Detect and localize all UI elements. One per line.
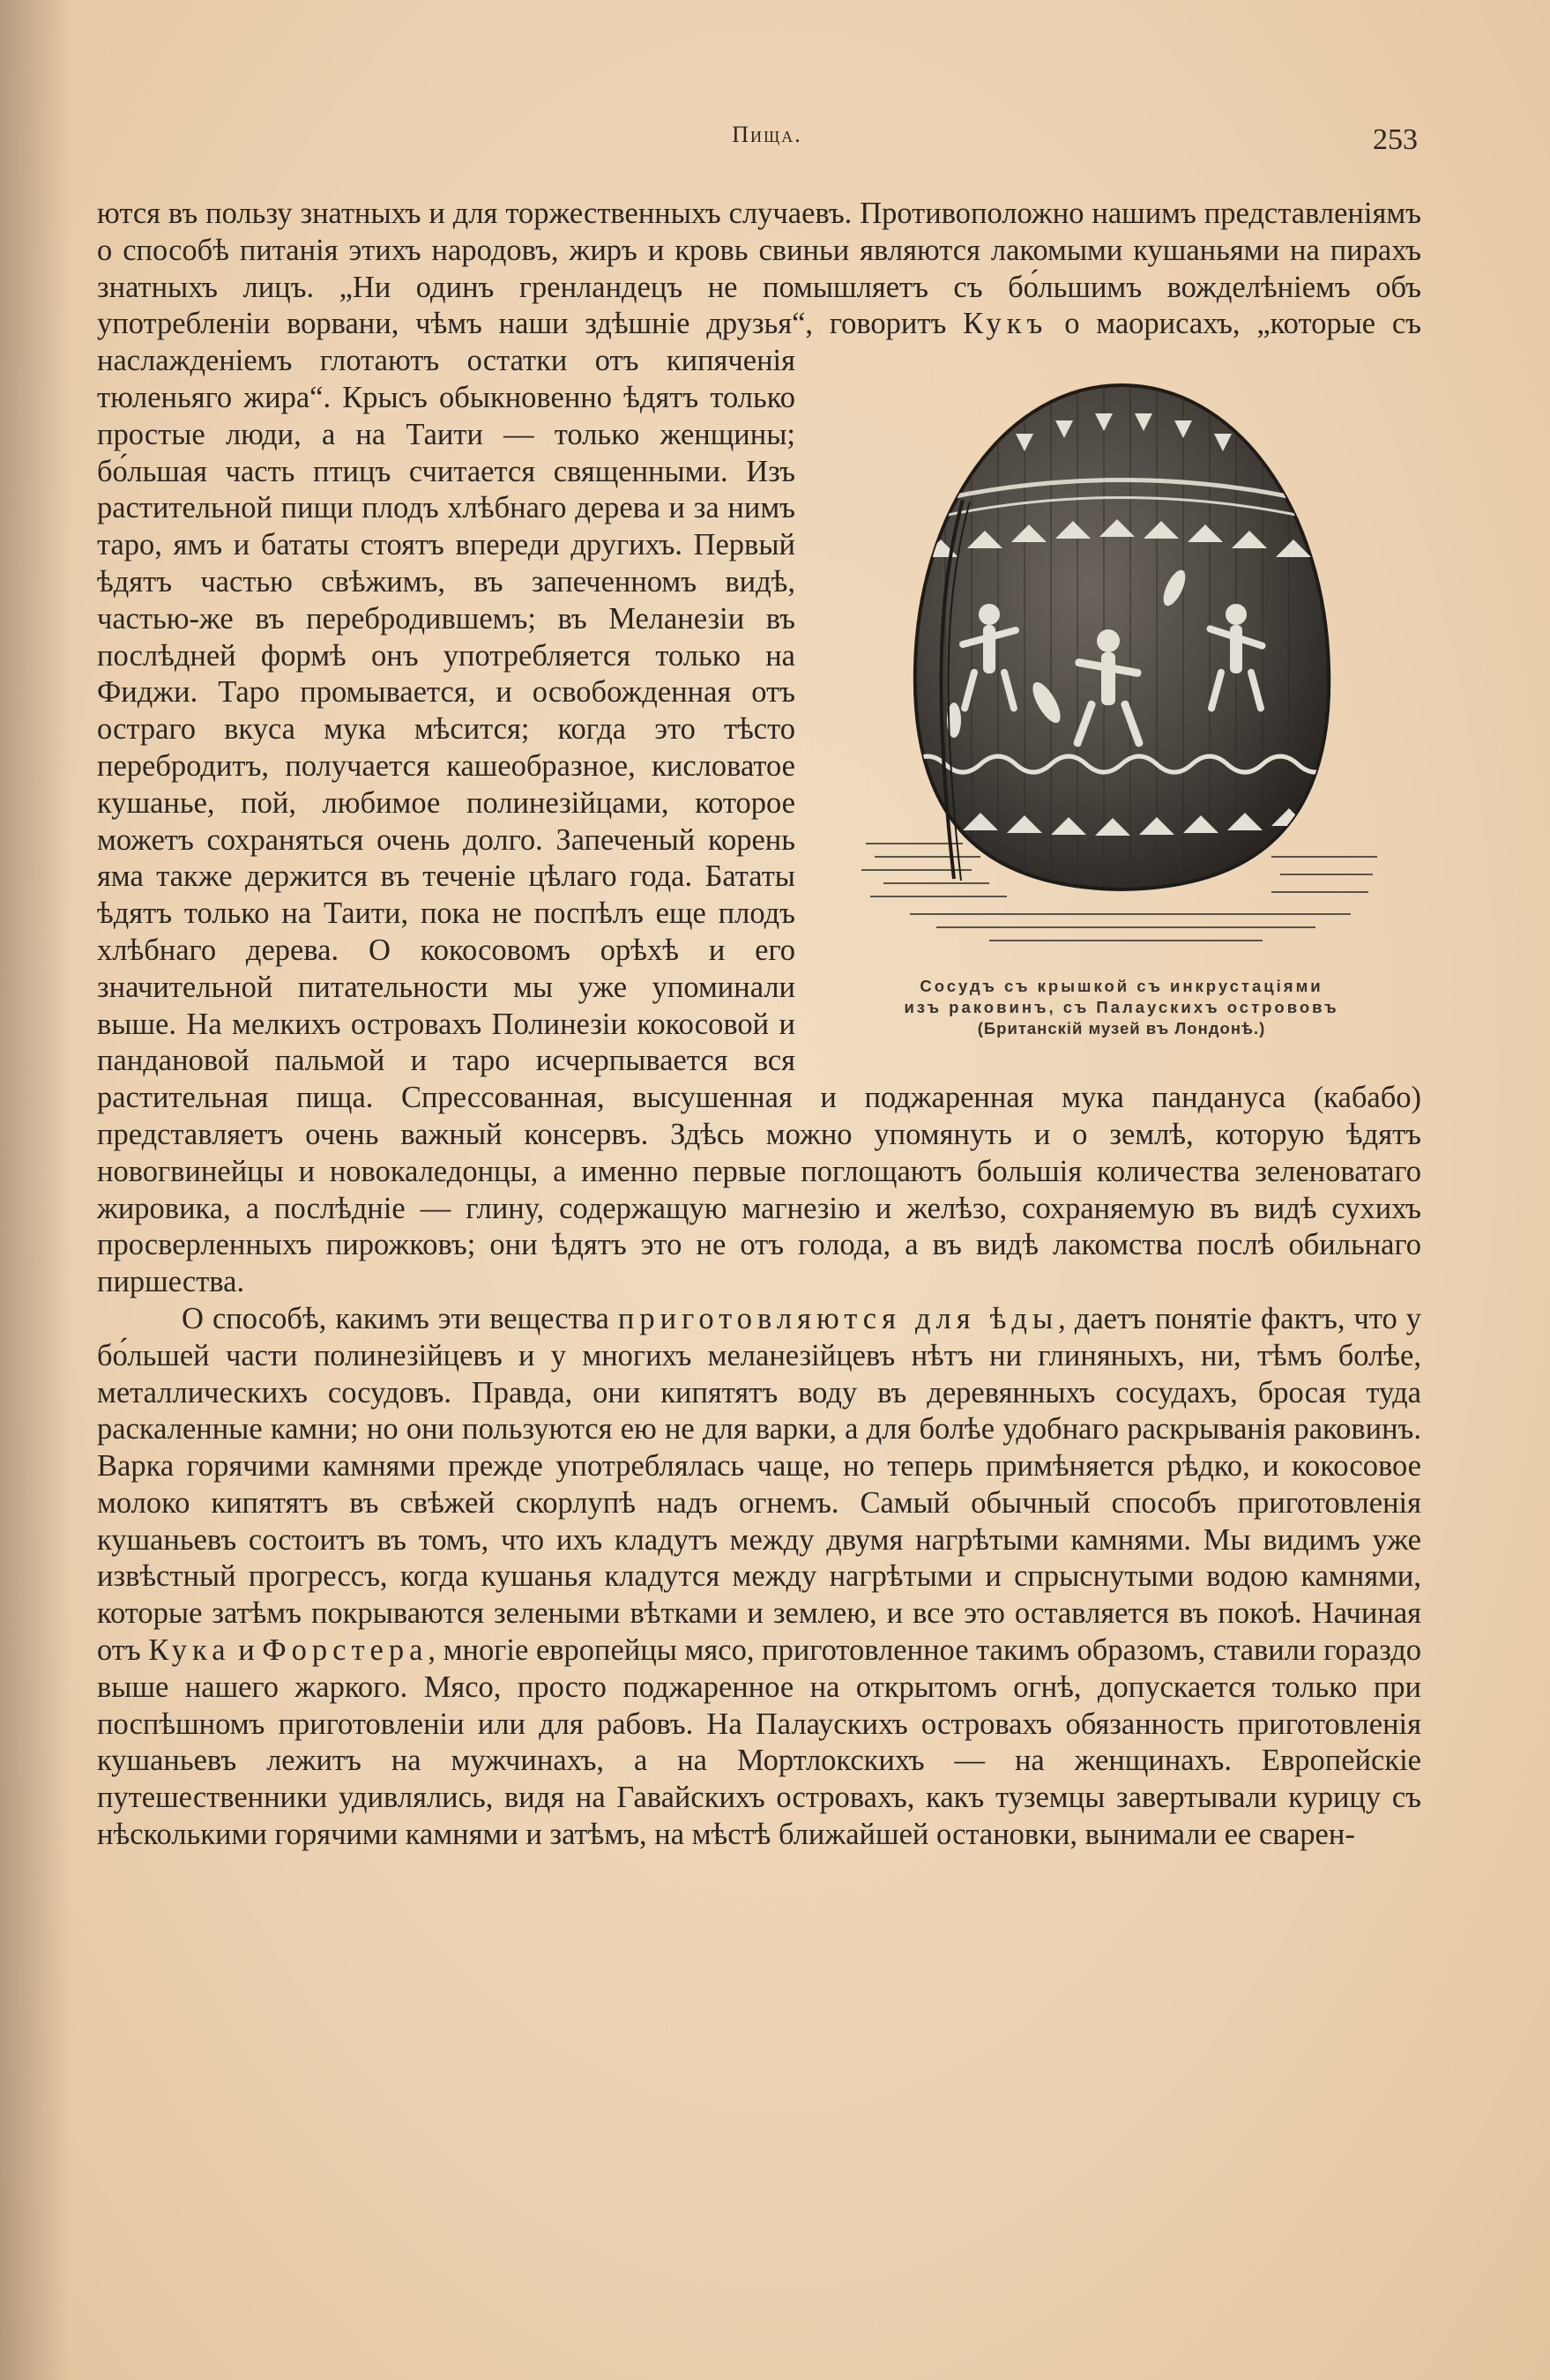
text-run: , многіе европейцы мясо, приготовленное такимъ образомъ, ставили гораздо выше нашего жаркого. Мясо, просто поджаренное на открытомъ огнѣ, допускается только при поспѣшномъ приготовленіи или для рабовъ. На Палаускихъ островахъ обязанность приготовленія кушаньевъ лежитъ на мужчинахъ, а на Мортлокскихъ — на женщинахъ. Европейскіе путешественники удивлялись, видя на Гавайскихъ островахъ, какъ туземцы завертывали курицу съ нѣсколькими горячими камнями и затѣмъ, на мѣстѣ ближайшей остановки, вынимали ее сварен- [97, 1633, 1422, 1852]
author-name-cook: Кукъ [963, 307, 1048, 341]
text-run: ются въ пользу знатныхъ и для торжественныхъ случаевъ. Противоположно нашимъ представленіямъ о способѣ питанія этихъ народовъ, жиръ и кровь свиньи являются лакомыми кушаньями на пирахъ знатныхъ лицъ. „Ни одинъ гренландецъ не помышляетъ съ бо́льшимъ вожделѣніемъ объ употребленіи ворвани, чѣмъ наши здѣшніе друзья“, говоритъ [97, 197, 1421, 341]
author-name-cook: Кука [148, 1633, 231, 1668]
author-name-forster: Форстера [262, 1633, 428, 1668]
page-header [97, 116, 1437, 159]
caption-line-3: (Британскій музей въ Лондонѣ.) [977, 1019, 1266, 1038]
caption-line-2: изъ раковинъ, съ Палаускихъ острововъ [904, 998, 1339, 1017]
page-number: 253 [1373, 123, 1418, 156]
caption-line-1: Сосудъ съ крышкой съ инкрустаціями [920, 977, 1323, 996]
text-run: о маорисахъ, „которые съ наслажденіемъ глотаютъ остатки отъ кипяченія тюленьяго жира“. Крысъ обыкновенно ѣдятъ только простые люди, а на Таити — только женщины; бо́льшая часть птицъ считается священными. Изъ растительной пищи плодъ хлѣбнаго дерева и за нимъ таро, ямъ и бататы стоятъ впереди другихъ. Первый ѣдятъ частью свѣжимъ, въ запеченномъ видѣ, частью-же въ перебродившемъ; въ Меланезіи въ послѣдней формѣ онъ употребляется только на Фиджи. Таро промывается, и освобожденная отъ остраго вкуса мука мѣсится; когда это тѣсто перебродитъ, получается кашеобразное, кисловатое кушанье, пой, любимое полинезійцами, которое можетъ сохраняться очень долго. Запеченый корень яма также держится въ теченіе цѣлаго года. Бататы ѣдятъ только на Таити, пока не поспѣлъ еще плодъ хлѣбнаго дерева. О кокосовомъ орѣхѣ и его значительной питательности мы уже упоминали выше. На мелкихъ островахъ Полинезіи кокосовой и пандановой пальмой и таро исчерпывается вся растительная пища. Спрессованная, высушенная и поджаренная мука пандануса (кабабо) представляетъ очень важный консервъ. Здѣсь можно упомянуть и о землѣ, которую ѣдятъ новогвинейцы и новокаледонцы, а именно первые поглощаютъ большія количества зеленоватаго жировика, а послѣдніе — глину, содержащую магнезію и желѣзо, сохраняемую въ видѣ сухихъ просверленныхъ пирожковъ; они ѣдятъ это не отъ голода, а въ видѣ лакомства послѣ обильнаго пиршества. [97, 307, 1422, 1299]
emphasis-spaced: приготовляются для ѣды [617, 1301, 1059, 1335]
text-run: О способѣ, какимъ эти вещества [182, 1301, 609, 1335]
body-text [97, 196, 1421, 1854]
figure-jar [822, 350, 1421, 1039]
text-run: , даетъ понятіе фактъ, что у бо́льшей части полинезійцевъ и у многихъ меланезійцевъ нѣтъ ни глиняныхъ, ни, тѣмъ болѣе, металлическихъ сосудовъ. Правда, они кипятятъ воду въ деревянныхъ сосудахъ, бросая туда раскаленные камни; но они пользуются ею не для варки, а для болѣе удобнаго раскрыванія раковинъ. Варка горячими камнями прежде употреблялась чаще, но теперь примѣняется рѣдко, и кокосовое молоко кипятятъ въ свѣжей скорлупѣ надъ огнемъ. Самый обычный способъ приготовленія кушаньевъ состоитъ въ томъ, что ихъ кладутъ между двумя нагрѣтыми камнями. Мы видимъ уже извѣстный прогрессъ, когда кушанья кладутся между нагрѣтыми и спрыснутыми водою камнями, которые затѣмъ покрываются зелеными вѣтками и землею, и все это оставляется въ покоѣ. Начиная отъ [97, 1301, 1422, 1668]
text-run: и [238, 1633, 255, 1668]
figure-caption [822, 976, 1421, 1039]
paragraph-1 [97, 196, 1421, 1301]
jar-illustration [857, 350, 1386, 967]
running-head: Пища. [732, 122, 802, 147]
paragraph-2 [97, 1301, 1421, 1854]
